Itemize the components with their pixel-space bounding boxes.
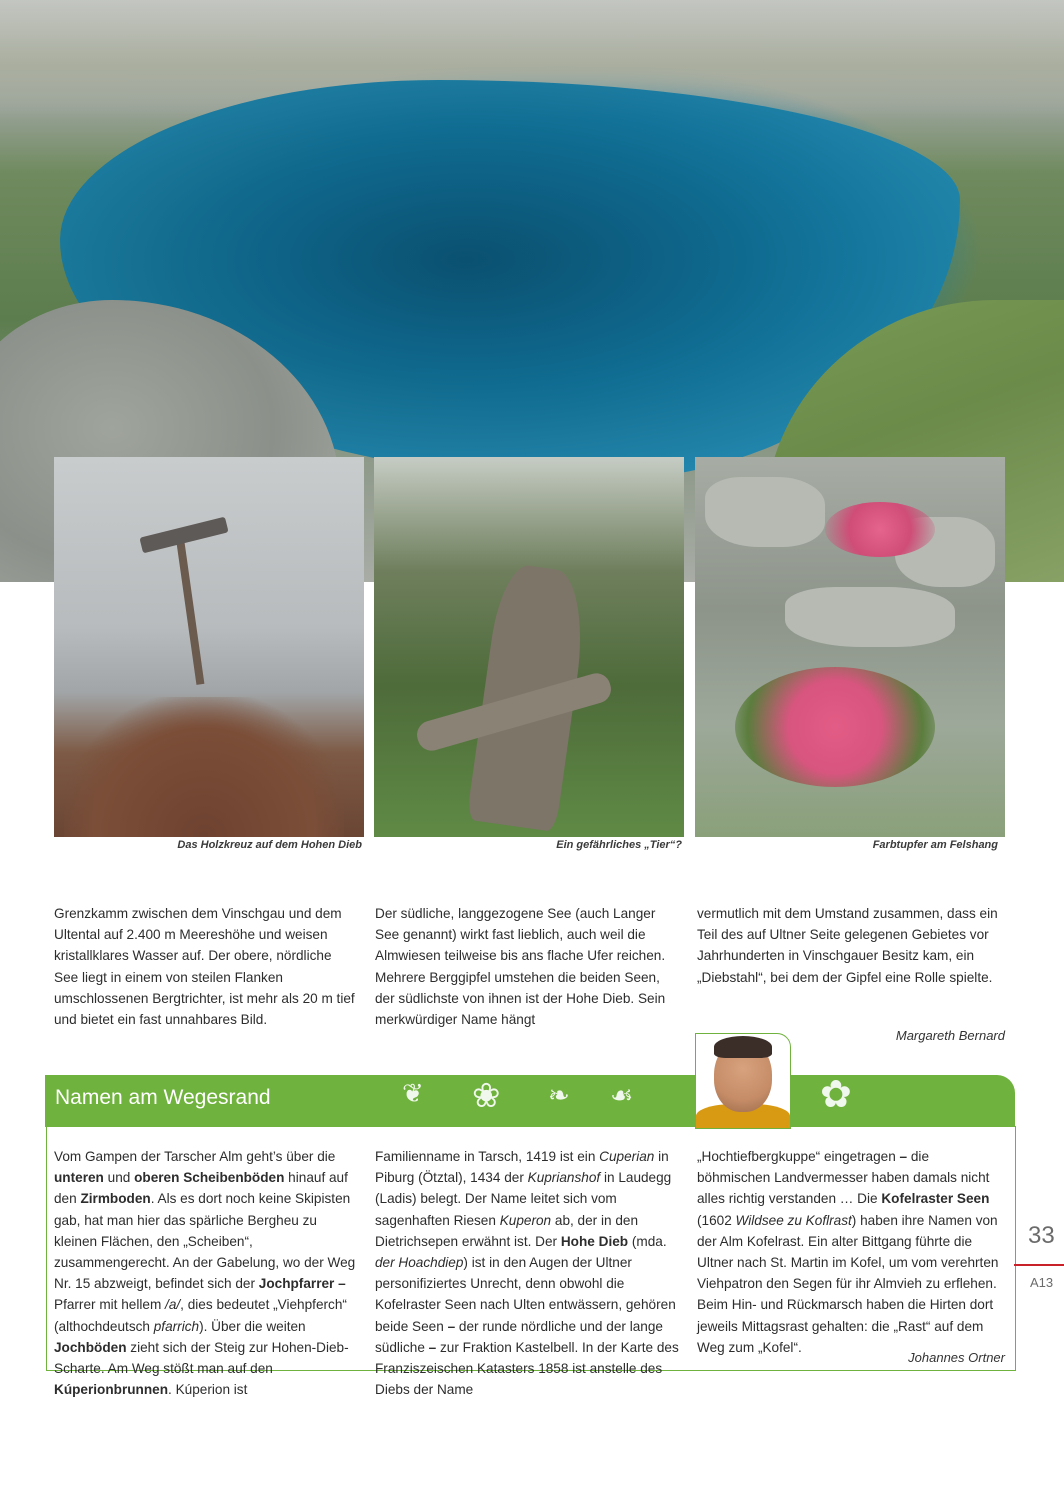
- stone-cairn: [64, 697, 344, 837]
- paragraph: Familienname in Tarsch, 1419 ist ein Cuperian in Piburg (Ötztal), 1434 der Kuprianshof in Laudegg (Ladis) belegt. Der Name leitet sich vom sagenhaften Riesen Kuperon ab, der in den Dietrichsepen erwähnt ist. Der Hohe Dieb (mda. der Hoachdiep) ist in den Augen der Ultner personifiziertes Unrecht, denn obwohl die Kofelraster Seen nach Ulten entwässern, gehören beide Seen – der runde nördliche und der lange südliche – zur Fraktion Kastelbell. In der Karte des Franziszeischen Katasters 1858 ist anstelle des Diebs der Name: [375, 1149, 679, 1398]
- bold-term: Zirmboden: [80, 1191, 151, 1207]
- article-author: Margareth Bernard: [895, 1028, 1005, 1043]
- box-column-2: [375, 1146, 683, 1400]
- paragraph: Der südliche, langgezogene See (auch Langer See genannt) wirkt fast lieblich, auch weil die Almwiesen teilweise bis ans flache Ufer reichen. Mehrere Berggipfel umstehen die beiden Seen, der südlichste von ihnen ist der Hohe Dieb. Sein merkwürdiger Name hängt: [375, 906, 666, 1028]
- photo-caption: Das Holzkreuz auf dem Hohen Dieb: [177, 839, 362, 851]
- paragraph: Vom Gampen der Tarscher Alm geht’s über die unteren und oberen Scheibenböden hinauf auf den Zirmboden. Als es dort noch keine Skipisten gab, hat man hier das spärliche Bergheu zu kleinen Flächen, den „Scheiben“, zusammengerecht. An der Gabelung, wo der Weg Nr. 15 abzweigt, befindet sich der Jochpfarrer – Pfarrer mit hellem /a/, dies bedeutet „Viehpferch“ (althochdeutsch pfarrich). Über die weiten Jochböden zieht sich der Steig zur Hohen-Dieb-Scharte. Am Weg stößt man auf den Kúperionbrunnen. Kúperion ist: [54, 1149, 356, 1398]
- paragraph: Grenzkamm zwischen dem Vinschgau und dem Ultental auf 2.400 m Meereshöhe und weisen kristallklares Wasser auf. Der obere, nördliche See liegt in einem von steilen Flanken umschlossenen Bergtrichter, ist mehr als 20 m tief und bietet ein fast unnahbares Bild.: [54, 906, 355, 1028]
- cross-post: [176, 535, 205, 685]
- italic-term: Kuprianshof: [527, 1170, 601, 1186]
- italic-term: der Hoachdiep: [375, 1255, 464, 1271]
- italic-term: Kuperon: [499, 1212, 552, 1228]
- paragraph: „Hochtiefbergkuppe“ eingetragen – die böhmischen Landvermesser haben damals nicht alles richtig verstanden … Die Kofelraster Seen (1602 Wildsee zu Koflrast) haben ihre Namen von der Alm Kofelrast. Ein alter Bittgang führte die Ultner nach St. Martin im Kofel, um vom verehrten Viehpatron den Segen für ihr Almvieh zu erflehen. Beim Hin- und Rückmarsch haben die Hirten dort jeweils Mittagsrast gehalten: die „Rast“ auf dem Weg zum „Kofel“.: [697, 1149, 999, 1355]
- box-author: Johannes Ortner: [908, 1350, 1005, 1365]
- italic-term: Cuperian: [599, 1149, 655, 1164]
- floral-ornament-icon: ❦: [402, 1078, 424, 1108]
- photo-wooden-cross: [54, 457, 364, 837]
- bold-term: Hohe Dieb: [560, 1233, 629, 1249]
- rock: [785, 587, 955, 647]
- flower-bud-icon: ❀: [472, 1077, 501, 1115]
- bold-term: Jochpfarrer –: [258, 1276, 346, 1292]
- branch-ornament-icon: ❧: [548, 1080, 570, 1110]
- flower-patch: [825, 502, 935, 557]
- page-number: 33: [1028, 1222, 1055, 1249]
- box-title: Namen am Wegesrand: [55, 1086, 271, 1109]
- italic-term: Wildsee zu Koflrast: [735, 1212, 852, 1228]
- leaf-ornament-icon: ☙: [610, 1080, 634, 1110]
- page-rule: [1014, 1264, 1064, 1266]
- photo-caption: Ein gefährliches „Tier“?: [556, 839, 682, 851]
- bold-term: unteren: [54, 1170, 104, 1186]
- italic-term: pfarrich: [153, 1318, 200, 1334]
- flower-icon: ✿: [820, 1074, 852, 1116]
- rock: [705, 477, 825, 547]
- bold-term: Jochböden: [54, 1339, 127, 1355]
- flower-patch: [735, 667, 935, 787]
- italic-term: /a/: [165, 1297, 181, 1313]
- article-column-2: [375, 903, 680, 1030]
- bold-term: oberen Scheibenböden: [134, 1170, 285, 1186]
- photo-alpine-roses: [695, 457, 1005, 837]
- photo-tree-stump: [374, 457, 684, 837]
- bold-term: Kofelraster Seen: [881, 1191, 990, 1207]
- article-column-3: [697, 903, 1002, 988]
- author-portrait: [695, 1033, 791, 1129]
- photo-caption: Farbtupfer am Felshang: [872, 839, 998, 851]
- paragraph: vermutlich mit dem Umstand zusammen, dass ein Teil des auf Ultner Seite gelegenen Gebietes vor Jahrhunderten in Vinschgauer Besitz kam, ein „Diebstahl“, bei dem der Gipfel eine Rolle spielte.: [697, 906, 998, 985]
- bold-term: –: [899, 1149, 908, 1164]
- bold-term: Kúperionbrunnen: [54, 1382, 169, 1398]
- box-column-1: [54, 1146, 361, 1400]
- page-code: A13: [1030, 1275, 1054, 1290]
- bold-term: –: [447, 1318, 456, 1334]
- bold-term: –: [428, 1339, 437, 1355]
- box-column-3: [697, 1146, 1004, 1358]
- portrait-hair: [714, 1036, 772, 1058]
- article-column-1: [54, 903, 359, 1030]
